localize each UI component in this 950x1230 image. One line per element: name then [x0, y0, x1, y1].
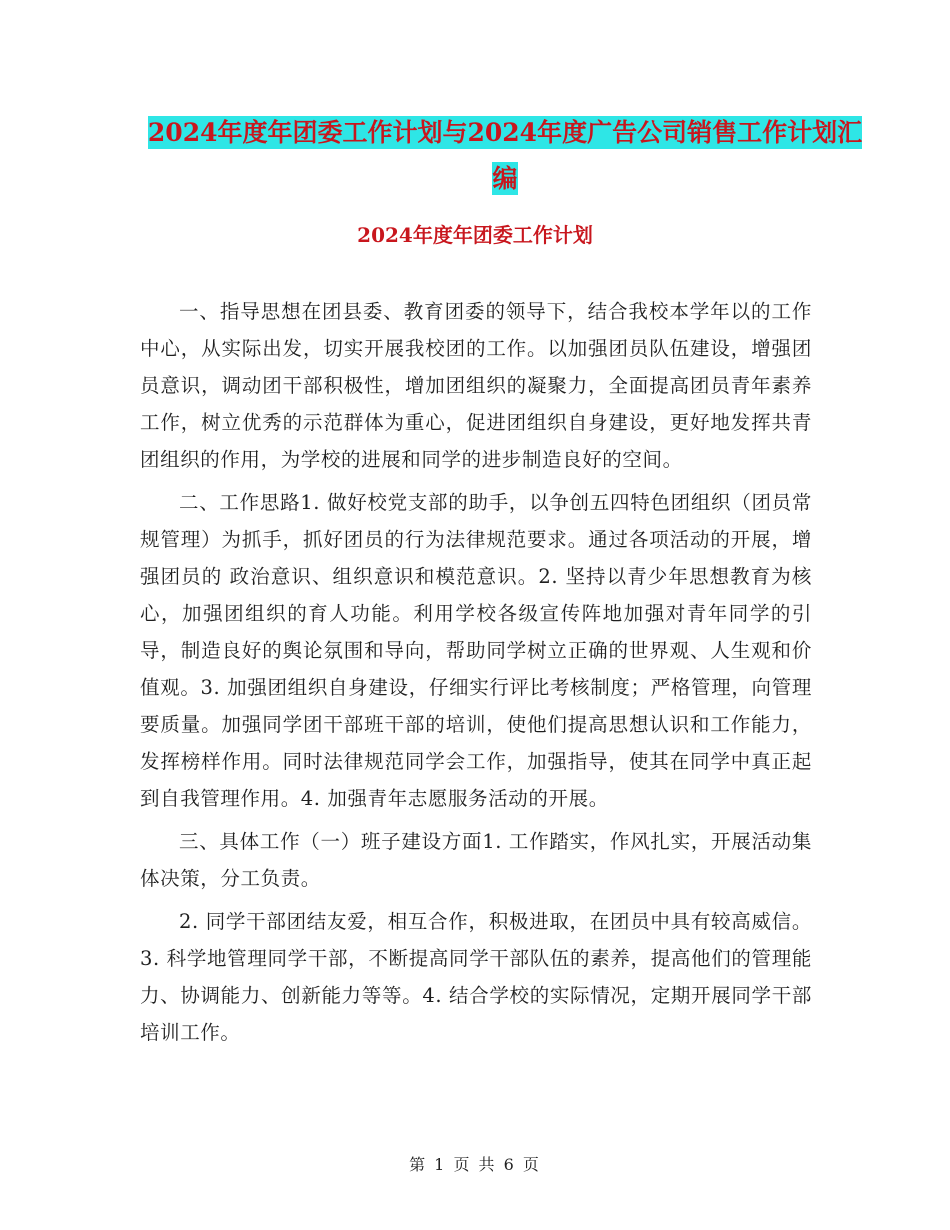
- page-footer: 第 1 页 共 6 页: [409, 1155, 541, 1174]
- document-title-text: 2024年度年团委工作计划与2024年度广告公司销售工作计划汇编: [147, 118, 863, 193]
- document-title: [140, 110, 870, 202]
- document-body: [140, 293, 812, 1051]
- paragraph: 二、工作思路1. 做好校党支部的助手，以争创五四特色团组织（团员常规管理）为抓手，抓好团员的行为法律规范要求。通过各项活动的开展，增强团员的 政治意识、组织意识和模范意识。2. 坚持以青少年思想教育为核心，加强团组织的育人功能。利用学校各级宣传阵地加强对青年同学的引导，制造良好的舆论氛围和导向，帮助同学树立正确的世界观、人生观和价值观。3. 加强团组织自身建设，仔细实行评比考核制度；严格管理，向管理要质量。加强同学团干部班干部的培训，使他们提高思想认识和工作能力，发挥榜样作用。同时法律规范同学会工作，加强指导，使其在同学中真正起到自我管理作用。4. 加强青年志愿服务活动的开展。: [140, 491, 812, 810]
- paragraph: 三、具体工作（一）班子建设方面1. 工作踏实，作风扎实，开展活动集体决策，分工负责。: [140, 830, 812, 890]
- paragraph: 2. 同学干部团结友爱，相互合作，积极进取，在团员中具有较高威信。3. 科学地管理同学干部，不断提高同学干部队伍的素养，提高他们的管理能力、协调能力、创新能力等等。4. 结合学校的实际情况，定期开展同学干部培训工作。: [140, 910, 812, 1044]
- paragraph: 一、指导思想在团县委、教育团委的领导下，结合我校本学年以的工作中心，从实际出发，切实开展我校团的工作。以加强团员队伍建设，增强团员意识，调动团干部积极性，增加团组织的凝聚力，全面提高团员青年素养工作，树立优秀的示范群体为重心，促进团组织自身建设，更好地发挥共青团组织的作用，为学校的进展和同学的进步制造良好的空间。: [140, 300, 812, 471]
- section-title: 2024年度年团委工作计划: [357, 223, 593, 247]
